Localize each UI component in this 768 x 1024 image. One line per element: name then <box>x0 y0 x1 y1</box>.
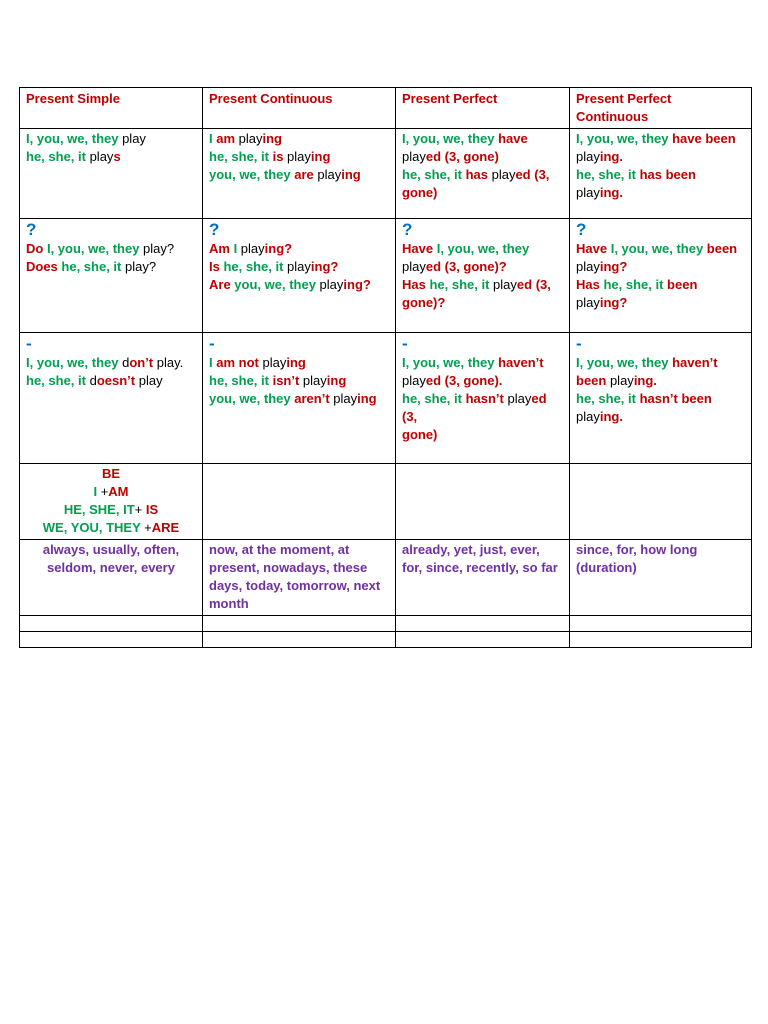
be-conjugation-box: BE I +AM HE, SHE, IT+ IS WE, YOU, THEY +ARE <box>20 464 203 540</box>
header-present-perfect-continuous: Present Perfect Continuous <box>570 88 752 129</box>
minus-icon: - <box>402 334 408 353</box>
perfect-continuous-affirmative: I, you, we, they have been playing. he, she, it has been playing. <box>570 129 752 219</box>
blank-row <box>20 616 752 632</box>
empty-cell <box>203 464 396 540</box>
empty-cell <box>203 632 396 648</box>
empty-cell <box>203 616 396 632</box>
affirmative-row <box>20 129 752 219</box>
header-present-perfect: Present Perfect <box>396 88 570 129</box>
time-words-row <box>20 540 752 616</box>
empty-cell <box>570 632 752 648</box>
empty-cell <box>20 616 203 632</box>
header-present-simple: Present Simple <box>20 88 203 129</box>
continuous-question: ? Am I playing? Is he, she, it playing? Are you, we, they playing? <box>203 219 396 333</box>
minus-icon: - <box>209 334 215 353</box>
blank-row <box>20 632 752 648</box>
tenses-table <box>19 87 752 648</box>
question-mark-icon: ? <box>26 220 37 239</box>
empty-cell <box>570 616 752 632</box>
simple-negative: - I, you, we, they don’t play. he, she, it doesn’t play <box>20 333 203 464</box>
empty-cell <box>396 464 570 540</box>
continuous-negative: - I am not playing he, she, it isn’t playing you, we, they aren’t playing <box>203 333 396 464</box>
question-mark-icon: ? <box>402 220 413 239</box>
continuous-time-words: now, at the moment, at present, nowadays, these days, today, tomorrow, next month <box>203 540 396 616</box>
minus-icon: - <box>576 334 582 353</box>
question-row <box>20 219 752 333</box>
empty-cell <box>396 616 570 632</box>
perfect-continuous-question: ? Have I, you, we, they been playing? Has he, she, it been playing? <box>570 219 752 333</box>
header-present-continuous: Present Continuous <box>203 88 396 129</box>
question-mark-icon: ? <box>576 220 587 239</box>
question-mark-icon: ? <box>209 220 220 239</box>
empty-cell <box>570 464 752 540</box>
perfect-question: ? Have I, you, we, they played (3, gone)? Has he, she, it played (3, gone)? <box>396 219 570 333</box>
simple-time-words: always, usually, often, seldom, never, every <box>20 540 203 616</box>
simple-affirmative: I, you, we, they play he, she, it plays <box>20 129 203 219</box>
perfect-continuous-time-words: since, for, how long (duration) <box>570 540 752 616</box>
perfect-time-words: already, yet, just, ever, for, since, recently, so far <box>396 540 570 616</box>
be-row <box>20 464 752 540</box>
simple-question: ? Do I, you, we, they play? Does he, she, it play? <box>20 219 203 333</box>
header-row <box>20 88 752 129</box>
perfect-affirmative: I, you, we, they have played (3, gone) he, she, it has played (3, gone) <box>396 129 570 219</box>
perfect-negative: - I, you, we, they haven’t played (3, gone). he, she, it hasn’t played (3, gone) <box>396 333 570 464</box>
empty-cell <box>20 632 203 648</box>
continuous-affirmative: I am playing he, she, it is playing you, we, they are playing <box>203 129 396 219</box>
minus-icon: - <box>26 334 32 353</box>
empty-cell <box>396 632 570 648</box>
negative-row <box>20 333 752 464</box>
perfect-continuous-negative: - I, you, we, they haven’t been playing. he, she, it hasn’t been playing. <box>570 333 752 464</box>
